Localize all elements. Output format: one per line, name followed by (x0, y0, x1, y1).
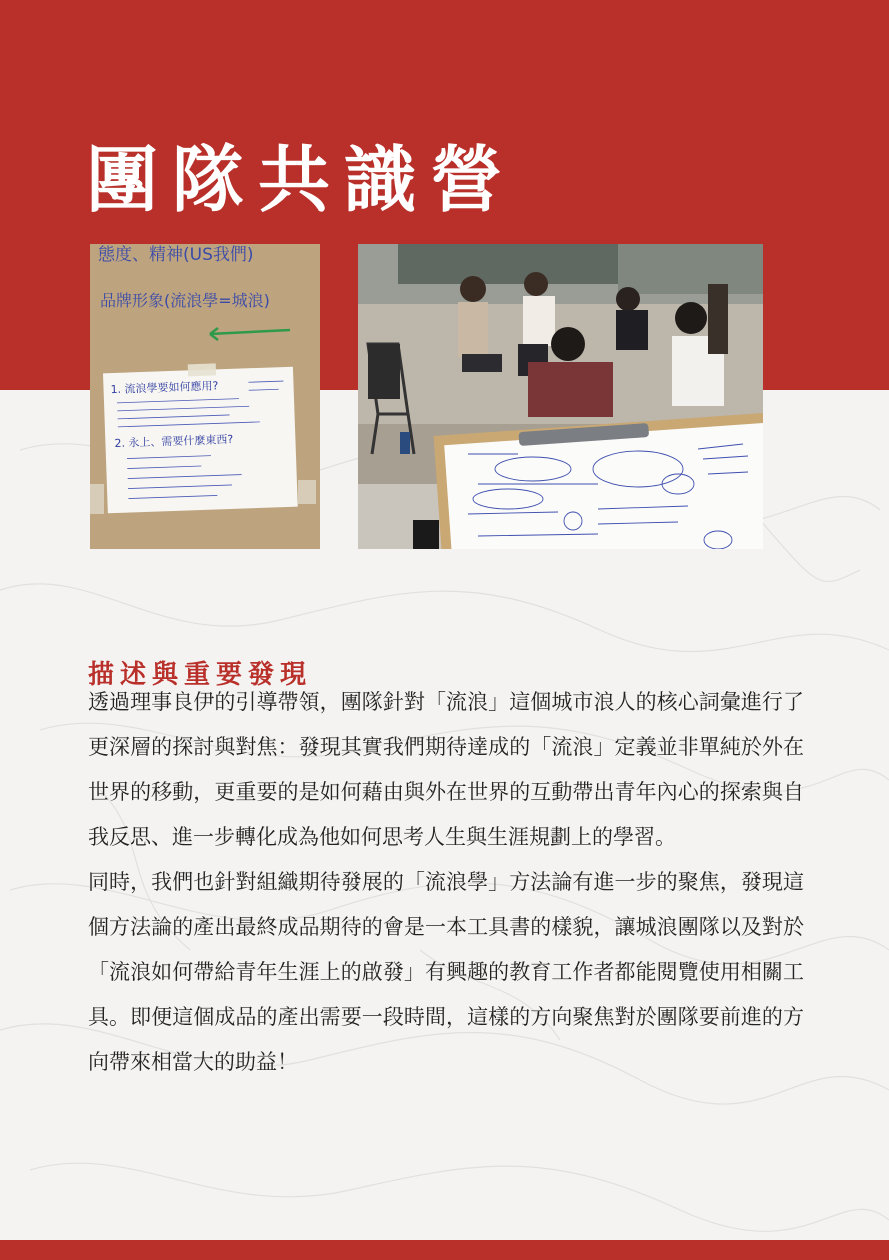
paragraph-2: 同時，我們也針對組織期待發展的「流浪學」方法論有進一步的聚焦，發現這個方法論的產出最終成品期待的會是一本工具書的樣貌，讓城浪團隊以及對於「流浪如何帶給青年生涯上的啟發」有興趣的教育工作者都能閱覽使用相關工具。即便這個成品的產出需要一段時間，這樣的方向聚焦對於團隊要前進的方向帶來相當大的助益！ (88, 870, 804, 1074)
section-heading: 描述與重要發現 (88, 659, 313, 690)
footer-band (0, 1240, 889, 1260)
meeting-photo (358, 244, 763, 549)
poster-line-1: 態度、精神(US我們) (98, 245, 254, 265)
body-text (88, 680, 804, 1085)
paragraph-1: 透過理事良伊的引導帶領，團隊針對「流浪」這個城市浪人的核心詞彙進行了更深層的探討與對焦：發現其實我們期待達成的「流浪」定義並非單純於外在世界的移動，更重要的是如何藉由與外在世界的互動帶出青年內心的探索與自我反思、進一步轉化成為他如何思考人生與生涯規劃上的學習。 (88, 690, 804, 849)
poster-line-2: 品牌形象(流浪學=城浪) (100, 291, 270, 310)
poster-photo (90, 244, 320, 549)
page-title: 團隊共識營 (86, 138, 517, 223)
sheet-heading-2: 2. 永上、需要什麼東西? (114, 432, 234, 450)
sheet-heading-1: 1. 流浪學要如何應用? (110, 379, 219, 397)
